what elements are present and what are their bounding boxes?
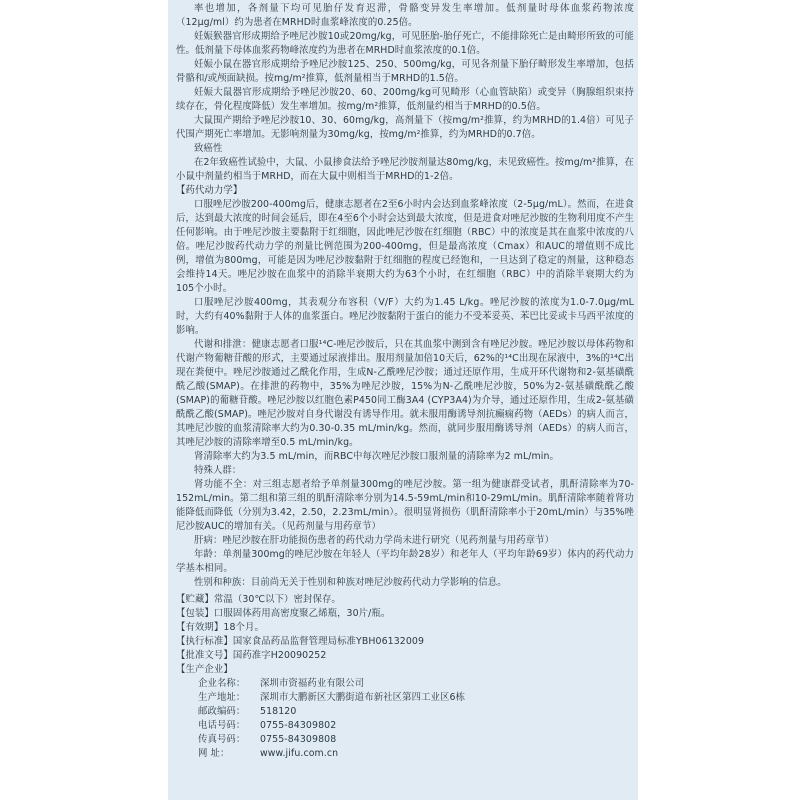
field-value: 常温（30℃以下）密封保存。 xyxy=(213,594,341,605)
pk-paragraph: 代谢和排泄：健康志愿者口服¹⁴C-唑尼沙胺后，只在其血浆中测到含有唑尼沙胺。唑尼沙胺以母体药物和代谢产物葡糖苷酸的形式，主要通过尿液排出。服用剂量加倍10天后，62%的¹⁴C出现在尿液中，3%的¹⁴C出现在粪便中。唑尼沙胺通过乙酰化作用，生成N-乙酰唑尼沙胺；通过还原作用，生成开环代谢物和2-氨基磺酰酰乙酸(SMAP)。在排泄的药物中，35%为唑尼沙胺，15%为N-乙酰唑尼沙胺，50%为2-氨基磺酰酰乙酸(SMAP)的葡糖苷酸。唑尼沙胺以红胞色素P450同工酶3A4 (CYP3A4)为介导，通过还原作用，生成2-氨基磺酰酰乙酸(SMAP)。唑尼沙胺对自身代谢没有诱导作用。就未服用酶诱导剂抗癫痫药物（AEDs）的病人而言，其唑尼沙胺的血浆清除率大约为0.30-0.35 mL/min/kg。然而，就同步服用酶诱导剂（AEDs）的病人而言，其唑尼沙胺的清除率增至0.5 mL/min/kg。 xyxy=(176,339,634,448)
reprotox-paragraph: 妊娠小鼠在器官形成期给予唑尼沙胺125、250、500mg/kg，可见各剂量下胎仔畸形发生率增加，包括骨骼和/或颅面缺损。按mg/m²推算，低剂量相当于MRHD的1.5倍。 xyxy=(176,59,634,84)
contact-key: 邮政编码： xyxy=(198,706,246,717)
approval-number-field xyxy=(176,649,634,663)
contact-value: 深圳市大鹏新区大鹏街道布新社区第四工业区6栋 xyxy=(260,692,466,703)
special-populations-title: 特殊人群： xyxy=(194,465,242,476)
standard-field xyxy=(176,635,634,649)
shelf-life-field xyxy=(176,621,634,635)
reprotox-paragraph: 妊娠大鼠器官形成期给予唑尼沙胺20、60、200mg/kg可见畸形（心血管缺陷）或变异（胸腺组织束持续存在，骨化程度降低）发生率增加。按mg/m²推算，低剂量约相当于MRHD的0.5倍。 xyxy=(176,87,634,112)
address-row xyxy=(198,691,634,705)
company-name-row xyxy=(198,677,634,691)
website-link: www.jifu.com.cn xyxy=(260,748,339,759)
reprotox-paragraph: 妊娠猴器官形成期给予唑尼沙胺10或20mg/kg，可见胚胎-胎仔死亡，不能排除死亡是由畸形所致的可能性。低剂量下母体血浆药物峰浓度约为患者在MRHD时血浆浓度的0.1倍。 xyxy=(176,31,634,56)
phone-row xyxy=(198,719,634,733)
contact-key: 企业名称： xyxy=(198,678,246,689)
package-field xyxy=(176,607,634,621)
field-key: 【执行标准】 xyxy=(176,636,233,647)
special-population-paragraph: 肝病：唑尼沙胺在肝功能损伤患者的药代动力学尚未进行研究（见药剂量与用药章节） xyxy=(194,535,555,546)
leaflet-content xyxy=(176,2,634,761)
contact-key: 传真号码： xyxy=(198,734,246,745)
reprotox-paragraph: 率也增加，各剂量下均可见胎仔发育迟滞，骨骼变异发生率增加。低剂量时母体血浆药物浓度（12μg/ml）约为患者在MRHD时血浆峰浓度的0.25倍。 xyxy=(176,3,634,28)
contact-value: 深圳市资福药业有限公司 xyxy=(260,678,365,689)
carcinogenicity-title: 致癌性 xyxy=(194,143,223,154)
pk-paragraph: 口服唑尼沙胺200-400mg后，健康志愿者在2至6小时内会达到血浆峰浓度（2-5μg/mL）。然而，在进食后，达到最大浓度的时间会延后，即在4至6个小时会达到最大浓度，但是进食对唑尼沙胺的生物利用度不产生任何影响。由于唑尼沙胺主要黏附于红细胞，因此唑尼沙胺在红细胞（RBC）中的浓度是其在血浆中浓度的八倍。唑尼沙胺药代动力学的剂量比例范围为200-400mg，但是最高浓度（Cmax）和AUC的增值则不成比例，增值为800mg，可能是因为唑尼沙胺黏附于红细胞的程度已经饱和，一旦达到了稳定的剂量，这种稳态会维持14天。唑尼沙胺在血浆中的消除半衰期大约为63个小时，在红细胞（RBC）中的消除半衰期大约为105个小时。 xyxy=(176,199,634,294)
contact-key: 网 址： xyxy=(198,748,230,759)
special-population-paragraph: 年龄：单剂量300mg的唑尼沙胺在年轻人（平均年龄28岁）和老年人（平均年龄69岁）体内的药代动力学基本相同。 xyxy=(176,549,634,574)
contact-value: 0755-84309802 xyxy=(260,720,337,731)
pk-paragraph: 口服唑尼沙胺400mg，其表观分布容积（V/F）大约为1.45 L/kg。唑尼沙胺的浓度为1.0-7.0μg/mL时，大约有40%黏附于人体的血浆蛋白。唑尼沙胺黏附于蛋白的能力不受苯妥英、苯巴比妥或卡马西平浓度的影响。 xyxy=(176,297,634,336)
storage-field xyxy=(176,593,634,607)
field-value: 18个月。 xyxy=(223,622,264,633)
fax-row xyxy=(198,733,634,747)
field-key: 【批准文号】 xyxy=(176,650,233,661)
contact-key: 生产地址： xyxy=(198,692,246,703)
manufacturer-heading xyxy=(176,663,634,677)
field-key: 【生产企业】 xyxy=(176,664,233,675)
website-row xyxy=(198,747,634,761)
reprotox-paragraph: 大鼠围产期给予唑尼沙胺10、30、60mg/kg，高剂量下（按mg/m²推算，约为MRHD的1.4倍）可见子代围产期死亡率增加。无影响剂量为30mg/kg，按mg/m²推算，约为MRHD的0.7倍。 xyxy=(176,115,634,140)
special-population-paragraph: 肾功能不全：对三组志愿者给予单剂量300mg的唑尼沙胺。第一组为健康群受试者，肌酐清除率为70-152mL/min。第二组和第三组的肌酐清除率分别为14.5-59mL/min和10-29mL/min。肌酐清除率随着肾功能降低而降低（分别为3.42，2.50，2.23mL/min）。很明显肾损伤（肌酐清除率小于20mL/min）与35%唑尼沙胺AUC的增加有关。（见药剂量与用药章节） xyxy=(176,479,634,532)
field-value: 国家食品药品监督管理局标准YBH06132009 xyxy=(232,636,425,647)
contact-value: 0755-84309808 xyxy=(260,734,337,745)
field-value: 国药准字H20090252 xyxy=(232,650,327,661)
field-key: 【有效期】 xyxy=(176,622,224,633)
pk-paragraph: 肾清除率大约为3.5 mL/min，而RBC中每次唑尼沙胺口服剂量的清除率为2 mL/min。 xyxy=(194,451,559,462)
section-heading-pharmacokinetics: 【药代动力学】 xyxy=(176,185,243,196)
field-key: 【包装】 xyxy=(176,608,214,619)
contact-value: 518120 xyxy=(260,706,297,717)
manufacturer-info xyxy=(176,677,634,761)
contact-key: 电话号码： xyxy=(198,720,246,731)
field-key: 【贮藏】 xyxy=(176,594,214,605)
field-value: 口服固体药用高密度聚乙烯瓶，30片/瓶。 xyxy=(213,608,391,619)
postcode-row xyxy=(198,705,634,719)
special-population-paragraph: 性别和种族：目前尚无关于性别和种族对唑尼沙胺药代动力学影响的信息。 xyxy=(194,577,507,588)
carcinogenicity-text: 在2年致癌性试验中，大鼠、小鼠掺食法给予唑尼沙胺剂量达80mg/kg，未见致癌性。按mg/m²推算，在小鼠中剂量约相当于MRHD，而在大鼠中则相当于MRHD的1-2倍。 xyxy=(176,157,635,182)
product-fields xyxy=(176,593,634,677)
